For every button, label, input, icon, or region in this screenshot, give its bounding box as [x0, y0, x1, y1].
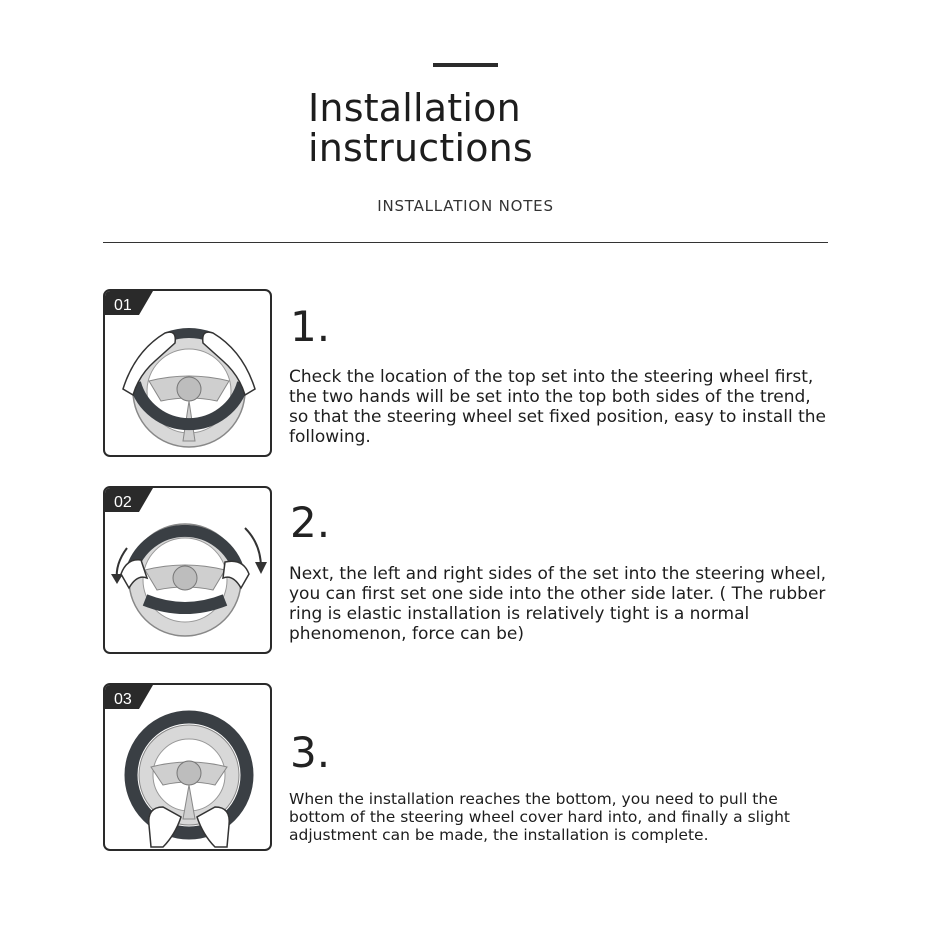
title-line-2: instructions	[308, 126, 533, 170]
step-3-number: 3.	[290, 728, 331, 777]
step-3-badge: 03	[114, 691, 132, 708]
step-2-text: Next, the left and right sides of the set into the steering wheel, you can first set one side into the other side later. ( The rubber ring is elastic installation is relatively tight is a normal phenomenon, force can be)	[289, 564, 827, 644]
page-subtitle: INSTALLATION NOTES	[377, 197, 554, 215]
step-1-text: Check the location of the top set into the steering wheel first, the two hands will be set into the top both sides of the trend, so that the steering wheel set fixed position, easy to install the following.	[289, 367, 827, 447]
title-line-1: Installation	[308, 86, 521, 130]
step-1-card	[103, 289, 272, 457]
step-3-card	[103, 683, 272, 851]
step-3-illustration	[105, 685, 272, 851]
top-accent-bar	[433, 63, 498, 67]
step-3-text: When the installation reaches the bottom, you need to pull the bottom of the steering wheel cover hard into, and finally a slight adjustment can be made, the installation is complete.	[289, 790, 791, 844]
page-title	[308, 88, 533, 168]
step-1-illustration	[105, 291, 272, 457]
step-2-badge: 02	[114, 494, 132, 511]
step-1-number: 1.	[290, 302, 331, 351]
step-2-illustration	[105, 488, 272, 654]
step-1-badge: 01	[114, 297, 132, 314]
header-divider	[103, 242, 828, 243]
step-2-card	[103, 486, 272, 654]
step-2-number: 2.	[290, 498, 331, 547]
